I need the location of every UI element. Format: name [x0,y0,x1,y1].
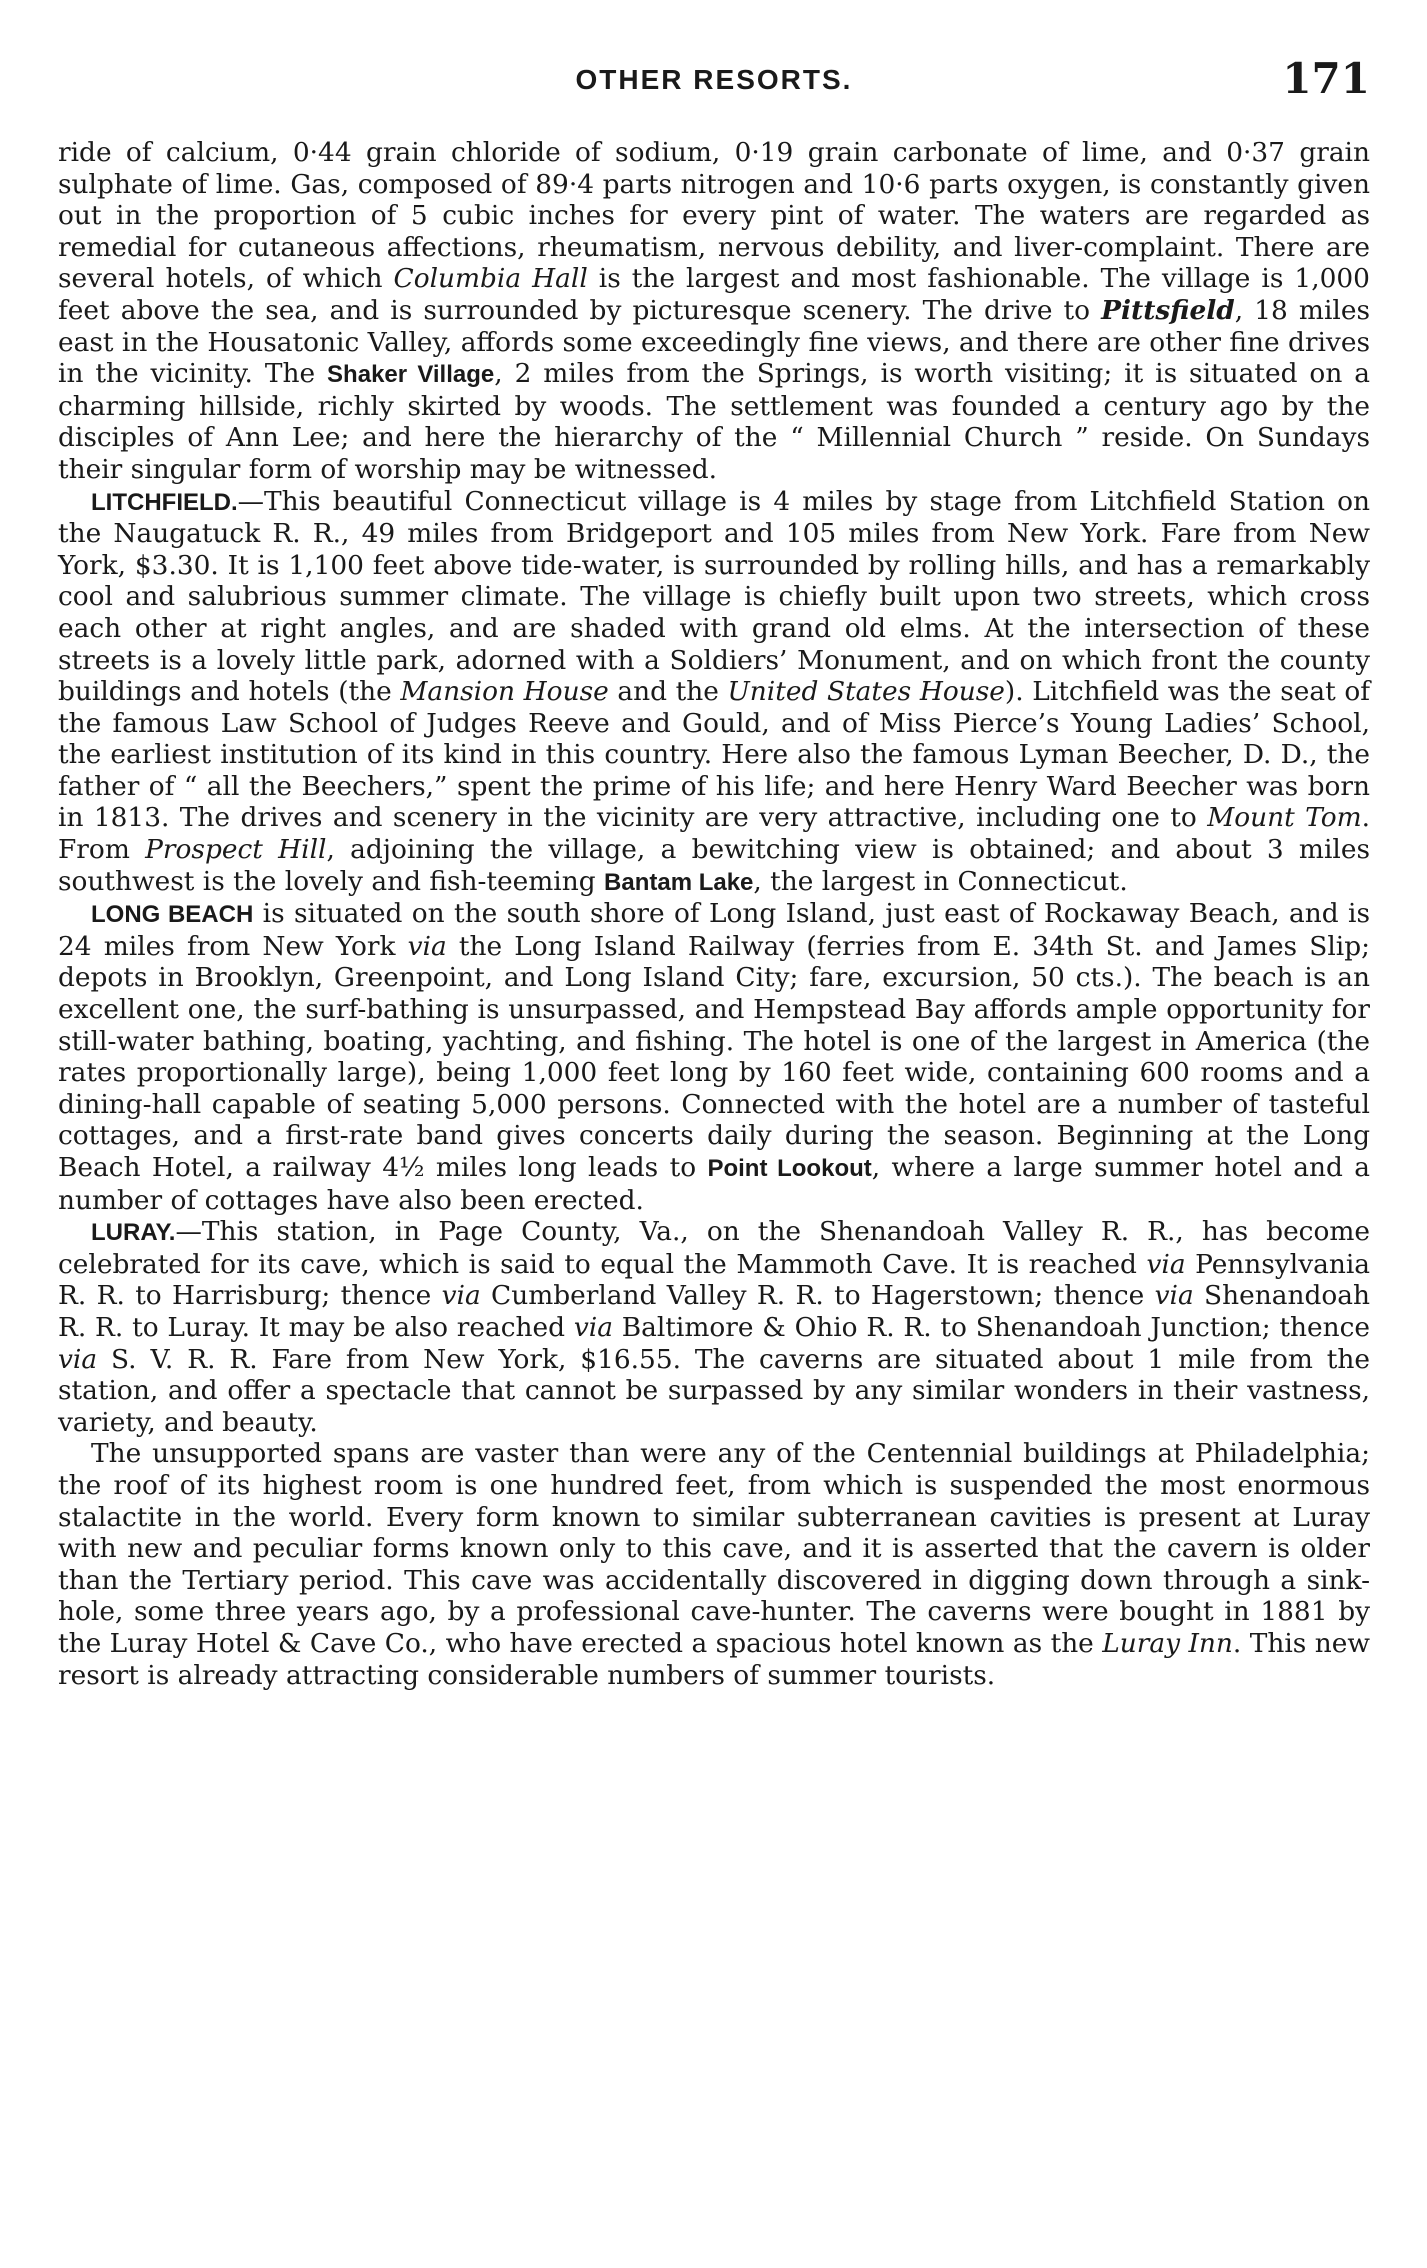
text: , adjoining the village, a bewitching view is obtained; and about 3 miles southwest is the lovely and fish-teeming [58,834,1370,897]
running-header [58,54,1370,112]
place-name: Mount Tom [1207,802,1362,834]
page-number: 171 [1282,54,1370,103]
text: . From [58,802,1370,866]
text: , where a large summer hotel and a number of cottages have also been erected. [58,1152,1371,1216]
paragraph-continuation [58,137,1370,486]
via-word: via [1146,1248,1186,1280]
via-word: via [573,1311,613,1343]
page-body [58,137,1370,1691]
place-name: Prospect Hill [145,834,327,866]
section-heading: LONG BEACH [91,901,254,929]
place-name: Pittsfield [1101,294,1235,326]
place-name: Shaker Village [327,361,495,389]
text: . This new resort is already attracting considerable numbers of summer tourists. [58,1627,1371,1691]
paragraph-long-beach [58,898,1370,1216]
text: S. V. R. R. Fare from New York, $16.55. The caverns are situated about 1 mile from the station, and offer a spectacle that cannot be surpassed by any similar wonders in their vastness, variety, and beauty. [58,1343,1370,1438]
text: and the [608,676,728,708]
paragraph-luray [58,1216,1370,1438]
text: —This beautiful Connecticut village is 4 miles by stage from Litchfield Station on the Naugatuck R. R., 49 miles from Bridgeport and 105 miles from New York. Fare from New York, $3.30. It is 1,100 feet above tide-water, is surrounded by rolling hills, and has a remarkably cool and salubrious summer climate. The village is chiefly built upon two streets, which cross each other at right angles, and are shaded with grand old elms. At the intersection of these streets is a lovely little park, adorned with a Soldiers’ Monument, and on which front the county buildings and hotels (the [58,485,1370,708]
via-word: via [441,1280,481,1312]
hotel-name: Columbia Hall [393,263,588,295]
text: ride of calcium, 0·44 grain chloride of sodium, 0·19 grain carbonate of lime, and 0·37 grain sulphate of lime. Gas, composed of 89·4 parts nitrogen and 10·6 parts oxygen, is constantly given out in the proportion of 5 cubic inches for every pint of water. The waters are regarded as remedial for cutaneous affections, rheumatism, nervous debility, and liver-complaint. There are several hotels, of which [58,137,1370,295]
running-title: OTHER RESORTS. [575,64,853,95]
text: Shenandoah R. R. to Luray. It may be also reached [58,1280,1370,1343]
text: , 2 miles from the Springs, is worth visiting; it is situated on a charming hillside, richly skirted by woods. The settlement was founded a century ago by the disciples of Ann Lee; and here the hierarchy of the “ Millennial Church ” reside. On Sundays their singular form of worship may be witnessed. [58,358,1370,485]
text: The unsupported spans are vaster than were any of the Centennial buildings at Philadelphia; the roof of its highest room is one hundred feet, from which is suspended the most enormous stalactite in the world. Every form known to similar subterranean cavities is present at Luray with new and peculiar forms known only to this cave, and it is asserted that the cavern is older than the Tertiary period. This cave was accidentally discovered in digging down through a sink-hole, some three years ago, by a professional cave-hunter. The caverns were bought in 1881 by the Luray Hotel & Cave Co., who have erected a spacious hotel known as the [58,1438,1370,1659]
paragraph-litchfield [58,486,1370,899]
hotel-name: Mansion House [400,676,609,708]
text: is situated on the south shore of Long Island, just east of Rockaway Beach, and is 24 miles from New York [58,898,1370,962]
text: is the largest and most fashionable. The village is 1,000 feet above the sea, and is surrounded by picturesque scenery. The drive to [58,263,1370,326]
paragraph-luray-cave [58,1438,1370,1691]
text: Pennsylvania R. R. to Harrisburg; thence [58,1248,1371,1312]
via-word: via [407,930,447,962]
section-heading: LITCHFIELD. [91,488,238,516]
text: ). Litchfield was the seat of the famous Law School of Judges Reeve and Gould, and of Miss Pierce’s Young Ladies’ School, the earliest institution of its kind in this country. Here also the famous Lyman Beecher, D. D., the father of “ all the Beechers,” spent the prime of his life; and here Henry Ward Beecher was born in 1813. The drives and scenery in the vicinity are very attractive, including one to [58,676,1371,834]
text: —This station, in Page County, Va., on the Shenandoah Valley R. R., has become celebrated for its cave, which is said to equal the Mammoth Cave. It is reached [58,1216,1370,1280]
via-word: via [1154,1280,1194,1312]
place-name: Point Lookout [707,1155,872,1182]
text: , the largest in Connecticut. [753,865,1128,897]
hotel-name: United States House [727,676,1005,708]
text: Cumberland Valley R. R. to Hagerstown; thence [480,1280,1155,1312]
place-name: Bantam Lake [604,868,754,896]
text: the Long Island Railway (ferries from E. 34th St. and James Slip; depots in Brooklyn, Greenpoint, and Long Island City; fare, excursion, 50 cts.). The beach is an excellent one, the surf-bathing is unsurpassed, and Hempstead Bay affords ample opportunity for still-water bathing, boating, yachting, and fishing. The hotel is one of the largest in America (the rates proportionally large), being 1,000 feet long by 160 feet wide, containing 600 rooms and a dining-hall capable of seating 5,000 persons. Connected with the hotel are a number of tasteful cottages, and a first-rate band gives concerts daily during the season. Beginning at the Long Beach Hotel, a railway 4½ miles long leads to [58,930,1370,1183]
hotel-name: Luray Inn [1102,1627,1233,1659]
text: Baltimore & Ohio R. R. to Shenandoah Junction; thence [612,1311,1371,1343]
text: , 18 miles east in the Housatonic Valley, affords some exceedingly fine views, and there are other fine drives in the vicinity. The [58,294,1370,390]
via-word: via [58,1343,98,1375]
section-heading: LURAY. [91,1219,176,1247]
